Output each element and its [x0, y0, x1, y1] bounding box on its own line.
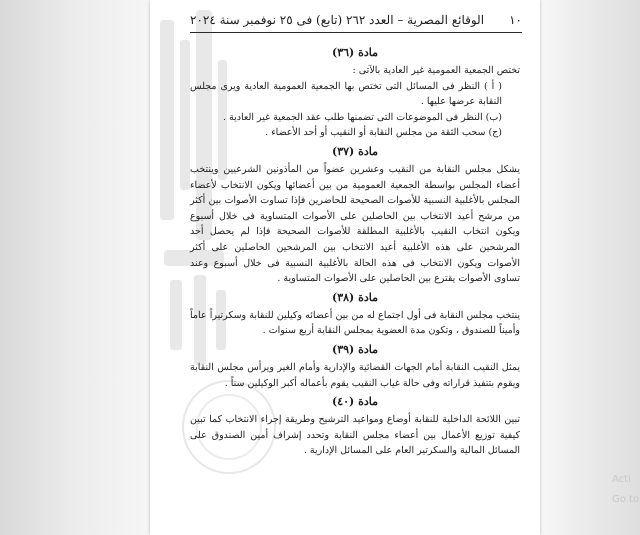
running-title: الوقائع المصرية – العدد ٢٦٢ (تابع) فى ٢٥ نوفمبر سنة ٢٠٢٤ — [190, 13, 485, 27]
article-40-body: تبين اللائحة الداخلية للنقابة أوضاع ومواعيد الترشيح وطريقة إجراء الانتخاب كما تبين كيفية توزيع الأعمال بين أعضاء مجلس النقابة وتحدد إشراف أمين الصندوق على المسائل المالية والسكرتير العام على المسائل الإدارية . — [190, 414, 520, 457]
article-36-item-a: ( أ ) النظر فى المسائل التى تختص بها الجمعية العمومية العادية ويرى مجلس النقابة عرضها عليها . — [190, 80, 502, 108]
article-39-body: يمثل النقيب النقابة أمام الجهات القضائية والإدارية وأمام الغير ويرأس مجلس النقابة ويقوم بتنفيذ قراراته وفى حالة غياب النقيب يقوم بأعماله أكبر الوكيلين سناً . — [190, 361, 520, 389]
activate-windows-line1: Acti — [612, 474, 631, 485]
header-divider — [190, 32, 522, 33]
article-38-title: مادة (٣٨) — [332, 290, 378, 304]
page-header — [190, 12, 522, 28]
activate-windows-watermark — [612, 470, 639, 510]
article-38-body: ينتخب مجلس النقابة فى أول اجتماع له من بين أعضائه وكيلين للنقابة وسكرتيراً عاماً وأميناً للصندوق ، وتكون مدة العضوية بمجلس النقابة أربع سنوات . — [190, 309, 520, 337]
document-body — [190, 42, 520, 459]
viewer-background-left — [0, 0, 150, 535]
article-36-intro: تختص الجمعية العمومية غير العادية بالآتى : — [352, 65, 520, 76]
document-page[interactable] — [150, 0, 540, 535]
article-36-title: مادة (٣٦) — [332, 46, 378, 59]
activate-windows-line2: Go to — [612, 494, 640, 505]
article-37-title: مادة (٣٧) — [332, 144, 378, 158]
article-36-item-b: (ب) النظر فى الموضوعات التى تضمنها طلب عقد الجمعية غير العادية . — [223, 111, 502, 123]
article-39-title: مادة (٣٩) — [332, 342, 378, 356]
article-37-body: يشكل مجلس النقابة من النقيب وعشرين عضواً من المأذونين الشرعيين وينتخب أعضاء المجلس بواسطة الجمعية العمومية من بين أعضائها ويكون الانتخاب لأعضاء المجلس بالأغلبية النسبية للأصوات الصحيحة للحاضرين فإذا تساوت الأصوات بين أكثر من مرشح أعيد الانتخاب بين الحاصلين على الأصوات المتساوية فى خلال أسبوع ويكون انتخاب النقيب بالأغلبية المطلقة للأصوات الصحيحة فإذا لم يحصل أحد المرشحين على هذه الأغلبية أعيد الانتخاب بين المرشحين الحاصلين على أكثر الأصوات ويكون الانتخاب فى هذه الحالة بالأغلبية النسبية فى خلال أسبوع وعند تساوى الأصوات يقترع بين الحاصلين على الأصوات المتساوية . — [190, 163, 520, 285]
page-number: ١٠ — [509, 13, 522, 27]
viewer-background-right — [540, 0, 640, 535]
article-36-item-c: (ج) سحب الثقة من مجلس النقابة أو النقيب أو أحد الأعضاء . — [265, 127, 502, 139]
article-40-title: مادة (٤٠) — [332, 395, 378, 409]
